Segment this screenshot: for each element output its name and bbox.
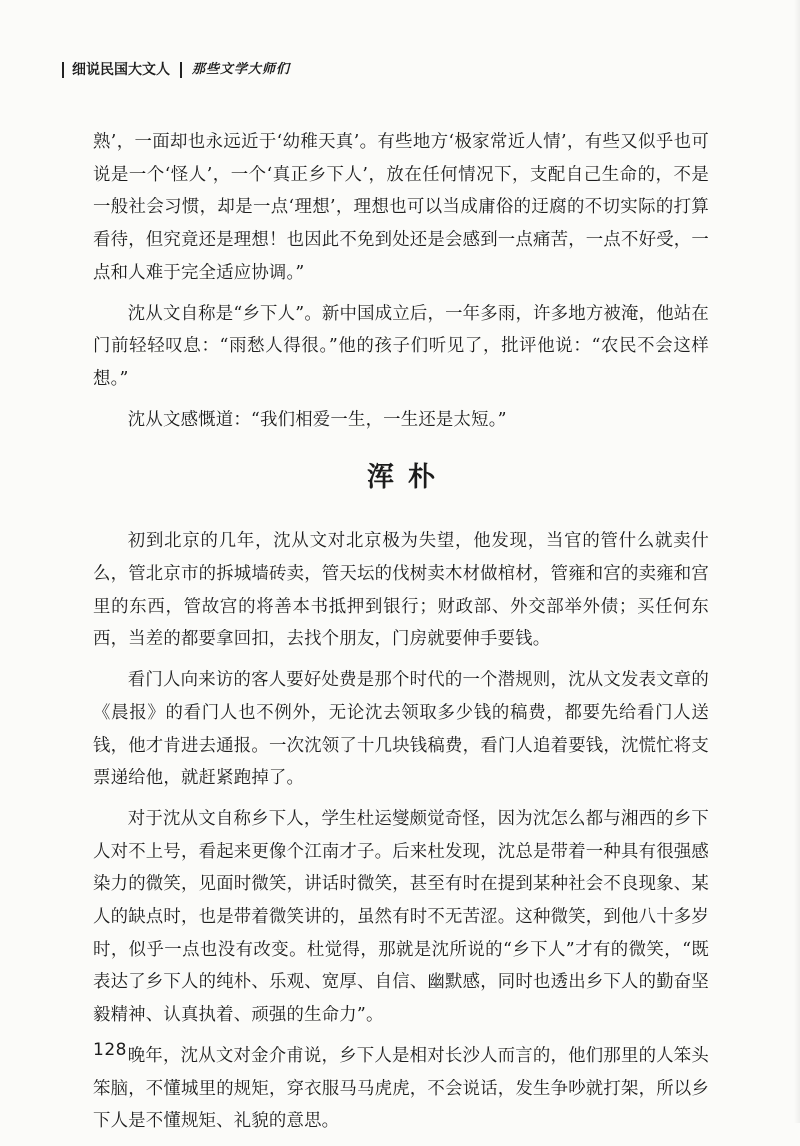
paragraph: 晚年，沈从文对金介甫说，乡下人是相对长沙人而言的，他们那里的人笨头笨脑，不懂城里的规矩，穿衣服马马虎虎，不会说话，发生争吵就打架，所以乡下人是不懂规矩、礼貌的意思。 xyxy=(93,1045,709,1132)
series-title: 那些文学大师们 xyxy=(192,62,291,77)
body-text xyxy=(93,126,709,1146)
page-number: 128 xyxy=(93,1040,127,1060)
paragraph: 熟’，一面却也永远近于‘幼稚天真’。有些地方‘极家常近人情’，有些又似乎也可说是一个‘怪人’，一个‘真正乡下人’，放在任何情况下，支配自己生命的，不是一般社会习惯，却是一点‘理想’，理想也可以当成庸俗的迂腐的不切实际的打算看待，但究竟还是理想！也因此不免到处还是会感到一点痛苦，一点不好受，一点和人难于完全适应协调。” xyxy=(93,132,709,283)
paragraph: 沈从文自称是“乡下人”。新中国成立后，一年多雨，许多地方被淹，他站在门前轻轻叹息：“雨愁人得很。”他的孩子们听见了，批评他说：“农民不会这样想。” xyxy=(93,303,709,389)
header-left-bar xyxy=(62,62,64,78)
paragraph: 初到北京的几年，沈从文对北京极为失望，他发现，当官的管什么就卖什么，管北京市的拆城墙砖卖，管天坛的伐树卖木材做棺材，管雍和宫的卖雍和宫里的东西，管故宫的将善本书抵押到银行；财政部、外交部举外债；买任何东西，当差的都要拿回扣，去找个朋友，门房就要伸手要钱。 xyxy=(93,531,709,650)
header-divider-bar xyxy=(180,62,182,78)
running-header xyxy=(62,60,290,80)
paragraph: 沈从文感慨道：“我们相爱一生，一生还是太短。” xyxy=(127,409,507,430)
book-title: 细说民国大文人 xyxy=(72,62,170,78)
section-title: 浑朴 xyxy=(367,462,449,494)
page-edge-shadow xyxy=(794,0,800,1123)
paragraph: 对于沈从文自称乡下人，学生杜运燮颇觉奇怪，因为沈怎么都与湘西的乡下人对不上号，看起来更像个江南才子。后来杜发现，沈总是带着一种具有很强感染力的微笑，见面时微笑，讲话时微笑，甚至有时在提到某种社会不良现象、某人的缺点时，也是带着微笑讲的，虽然有时不无苦涩。这种微笑，到他八十多岁时，似乎一点也没有改变。杜觉得，那就是沈所说的“乡下人”才有的微笑，“既表达了乡下人的纯朴、乐观、宽厚、自信、幽默感，同时也透出乡下人的勤奋坚毅精神、认真执着、顽强的生命力”。 xyxy=(93,808,709,1026)
paragraph: 看门人向来访的客人要好处费是那个时代的一个潜规则，沈从文发表文章的《晨报》的看门人也不例外，无论沈去领取多少钱的稿费，都要先给看门人送钱，他才肯进去通报。一次沈领了十几块钱稿费，看门人追着要钱，沈慌忙将支票递给他，就赶紧跑掉了。 xyxy=(93,670,709,789)
